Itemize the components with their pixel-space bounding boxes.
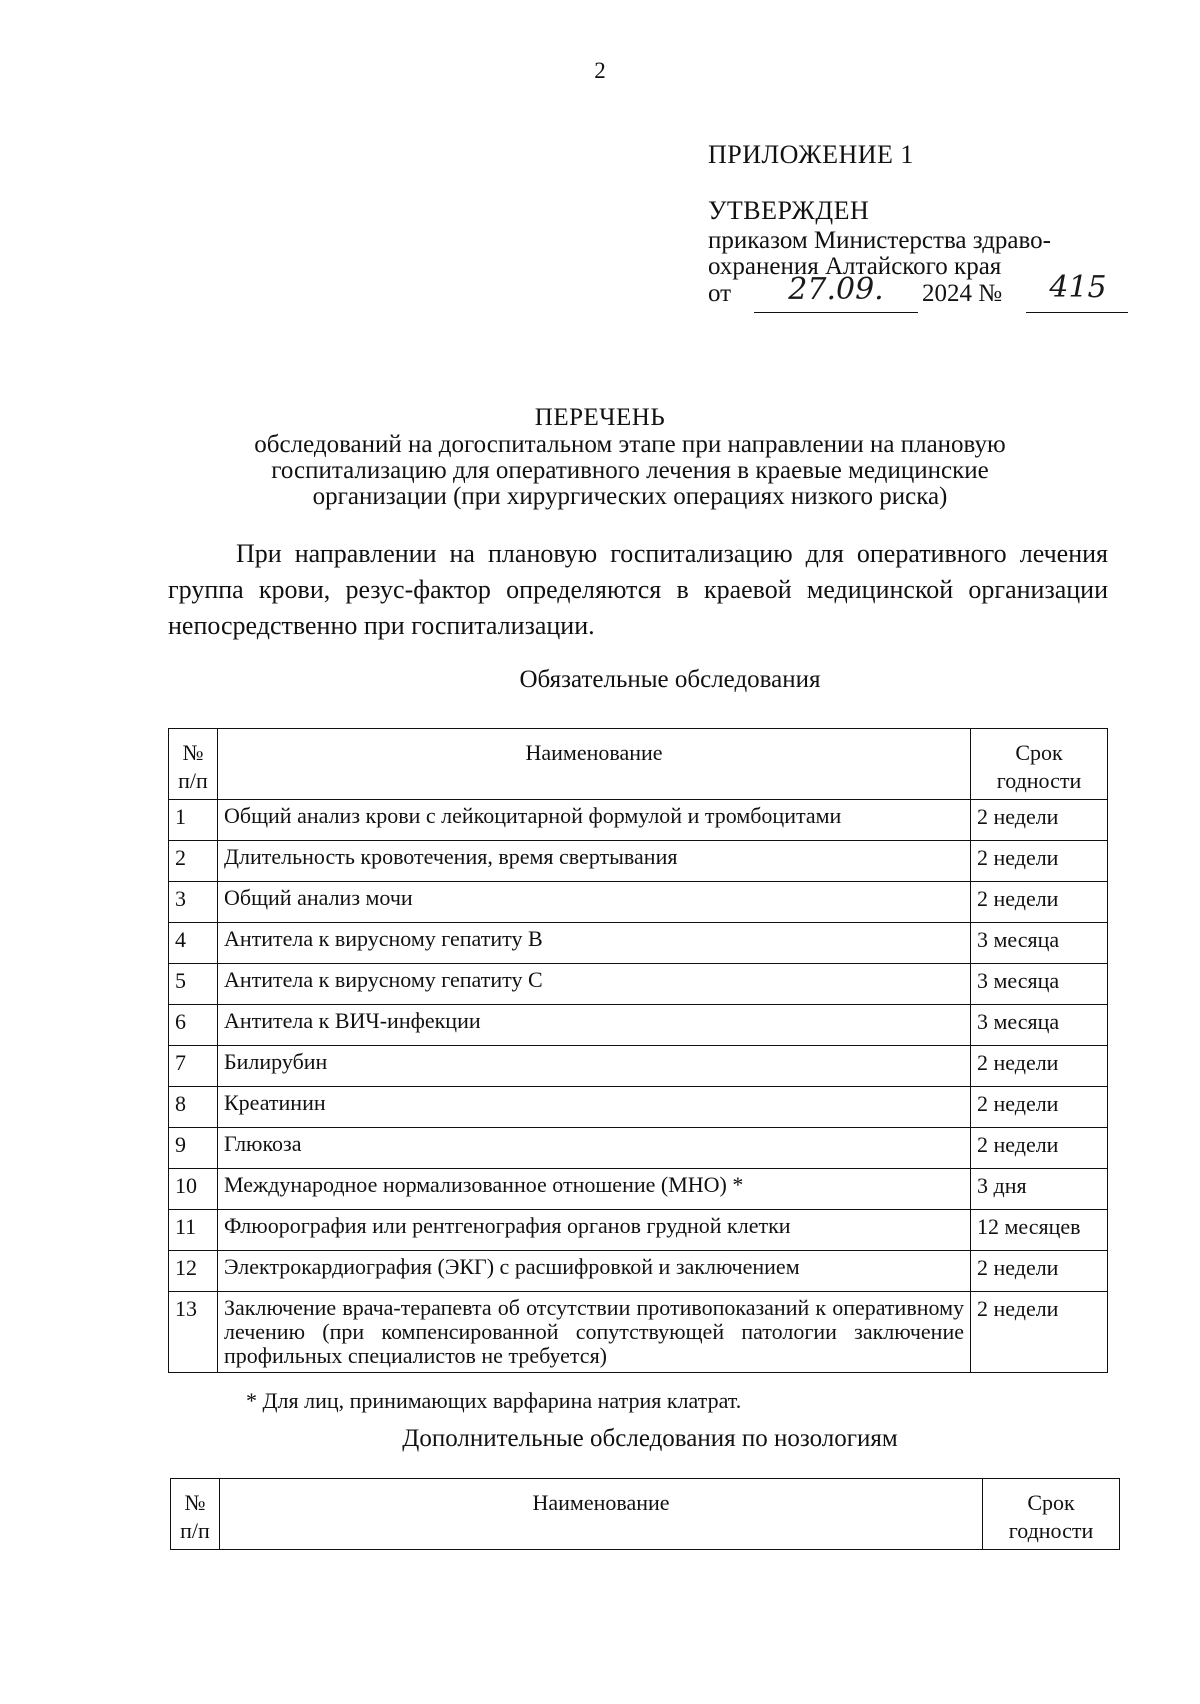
header-num-line2: п/п xyxy=(180,1518,210,1543)
intro-paragraph xyxy=(168,536,1108,644)
row-num: 8 xyxy=(169,1087,218,1128)
table-row xyxy=(169,1087,1108,1128)
row-num: 3 xyxy=(169,882,218,923)
table-row xyxy=(169,1128,1108,1169)
header-num xyxy=(171,1479,220,1550)
additional-heading: Дополнительные обследования по нозологиям xyxy=(402,1425,898,1452)
row-num: 12 xyxy=(169,1251,218,1292)
table-row xyxy=(169,964,1108,1005)
table-row xyxy=(169,841,1108,882)
handwritten-date: 27.09. xyxy=(788,272,884,307)
header-num-line2: п/п xyxy=(178,768,208,793)
row-num: 4 xyxy=(169,923,218,964)
table-row xyxy=(169,800,1108,841)
row-term: 3 месяца xyxy=(971,1005,1108,1046)
row-num: 1 xyxy=(169,800,218,841)
year-number-label: 2024 № xyxy=(922,280,1003,307)
approved-by-line1: приказом Министерства здраво- xyxy=(708,227,1051,254)
table-row xyxy=(169,1046,1108,1087)
header-term-line2: годности xyxy=(996,768,1082,793)
date-prefix: от xyxy=(708,280,732,307)
row-num: 2 xyxy=(169,841,218,882)
appendix-label: ПРИЛОЖЕНИЕ 1 xyxy=(708,140,914,169)
row-name: Общий анализ крови с лейкоцитарной формулой и тромбоцитами xyxy=(218,800,971,841)
row-term: 2 недели xyxy=(971,841,1108,882)
table-row xyxy=(169,1251,1108,1292)
intro-text: При направлении на плановую госпитализацию для оперативного лечения группа крови, резус-фактор определяются в краевой медицинской организации непосредственно при госпитализации. xyxy=(168,539,1108,640)
row-name: Общий анализ мочи xyxy=(218,882,971,923)
row-num: 9 xyxy=(169,1128,218,1169)
row-num: 11 xyxy=(169,1210,218,1251)
row-name: Антитела к вирусному гепатиту В xyxy=(218,923,971,964)
table-row xyxy=(169,882,1108,923)
row-term: 2 недели xyxy=(971,1292,1108,1373)
header-term-line2: годности xyxy=(1008,1518,1094,1543)
page-number: 2 xyxy=(594,58,606,83)
table-row xyxy=(169,1292,1108,1373)
row-num: 7 xyxy=(169,1046,218,1087)
row-name: Международное нормализованное отношение (МНО) * xyxy=(218,1169,971,1210)
header-name: Наименование xyxy=(218,729,971,800)
header-num xyxy=(169,729,218,800)
row-name: Антитела к ВИЧ-инфекции xyxy=(218,1005,971,1046)
approved-by-line2: охранения Алтайского края xyxy=(708,253,1002,280)
row-term: 3 месяца xyxy=(971,964,1108,1005)
additional-table xyxy=(170,1478,1120,1550)
mandatory-heading: Обязательные обследования xyxy=(519,666,821,693)
row-term: 12 месяцев xyxy=(971,1210,1108,1251)
header-name: Наименование xyxy=(220,1479,983,1550)
row-term: 2 недели xyxy=(971,1087,1108,1128)
row-term: 3 месяца xyxy=(971,923,1108,964)
table-header-row xyxy=(169,729,1108,800)
handwritten-order-number: 415 xyxy=(1049,270,1107,305)
row-name: Антитела к вирусному гепатиту С xyxy=(218,964,971,1005)
header-num-line1: № xyxy=(182,740,204,765)
table-row xyxy=(169,923,1108,964)
approved-label: УТВЕРЖДЕН xyxy=(708,196,870,225)
date-underline xyxy=(754,312,918,313)
subtitle-line: организации (при хирургических операциях низкого риска) xyxy=(312,483,948,510)
row-name: Креатинин xyxy=(218,1087,971,1128)
row-num: 5 xyxy=(169,964,218,1005)
subtitle-line: обследований на догоспитальном этапе при направлении на плановую xyxy=(254,431,1006,458)
row-num: 6 xyxy=(169,1005,218,1046)
row-name: Электрокардиография (ЭКГ) с расшифровкой и заключением xyxy=(218,1251,971,1292)
table-row xyxy=(169,1210,1108,1251)
table-row xyxy=(169,1169,1108,1210)
row-term: 2 недели xyxy=(971,882,1108,923)
header-term-line1: Срок xyxy=(1015,740,1063,765)
document-title: ПЕРЕЧЕНЬ xyxy=(534,404,666,431)
row-num: 10 xyxy=(169,1169,218,1210)
row-term: 3 дня xyxy=(971,1169,1108,1210)
row-term: 2 недели xyxy=(971,1251,1108,1292)
row-name: Глюкоза xyxy=(218,1128,971,1169)
row-name: Заключение врача-терапевта об отсутствии противопоказаний к оперативному лечению (при компенсированной сопутствующей патологии заключение профильных специалистов не требуется) xyxy=(218,1292,971,1373)
header-term xyxy=(983,1479,1120,1550)
header-term-line1: Срок xyxy=(1027,1490,1075,1515)
document-subtitle xyxy=(180,432,1080,510)
header-num-line1: № xyxy=(184,1490,206,1515)
footnote: * Для лиц, принимающих варфарина натрия клатрат. xyxy=(246,1388,742,1413)
header-term xyxy=(971,729,1108,800)
number-underline xyxy=(1026,312,1128,313)
table-header-row xyxy=(171,1479,1120,1550)
order-date-number xyxy=(708,270,1128,314)
row-name: Флюорография или рентгенография органов грудной клетки xyxy=(218,1210,971,1251)
row-name: Билирубин xyxy=(218,1046,971,1087)
row-term: 2 недели xyxy=(971,1128,1108,1169)
row-term: 2 недели xyxy=(971,1046,1108,1087)
row-num: 13 xyxy=(169,1292,218,1373)
mandatory-table xyxy=(168,728,1108,1373)
table-row xyxy=(169,1005,1108,1046)
subtitle-line: госпитализацию для оперативного лечения в краевые медицинские xyxy=(271,457,989,484)
row-term: 2 недели xyxy=(971,800,1108,841)
row-name: Длительность кровотечения, время свертывания xyxy=(218,841,971,882)
